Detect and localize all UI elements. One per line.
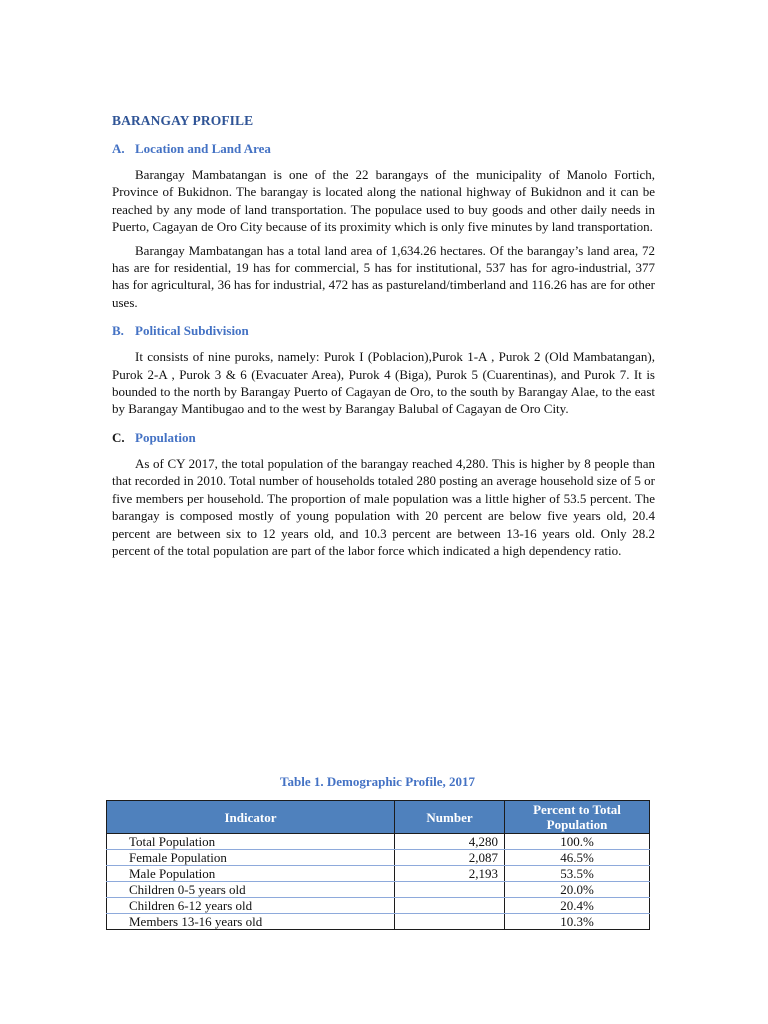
document-body bbox=[112, 112, 655, 559]
table-row bbox=[107, 834, 650, 850]
section-heading-population bbox=[112, 429, 655, 446]
section-heading-text: Population bbox=[135, 429, 196, 445]
cell-number bbox=[395, 882, 505, 898]
column-header-number: Number bbox=[395, 801, 505, 834]
section-heading-political-subdivision bbox=[112, 322, 655, 339]
section-heading-text: Political Subdivision bbox=[135, 323, 249, 339]
cell-indicator: Female Population bbox=[107, 850, 395, 866]
section-heading-text: Location and Land Area bbox=[135, 141, 271, 156]
cell-indicator: Members 13-16 years old bbox=[107, 914, 395, 930]
cell-number: 2,087 bbox=[395, 850, 505, 866]
paragraph-land-area: Barangay Mambatangan has a total land area of 1,634.26 hectares. Of the barangay’s land area, 72 has are for residential, 19 has for commercial, 5 has for institutional, 537 has for agro-industrial, 377 has for agricultural, 36 has for industrial, 472 has as pastureland/timberland and 116.26 has are for other uses. bbox=[112, 242, 655, 310]
section-letter: A. bbox=[112, 141, 125, 156]
table-row bbox=[107, 850, 650, 866]
cell-indicator: Children 6-12 years old bbox=[107, 898, 395, 914]
table-caption: Table 1. Demographic Profile, 2017 bbox=[280, 774, 475, 789]
section-letter: B. bbox=[112, 323, 124, 339]
column-header-percent: Percent to Total Population bbox=[505, 801, 650, 834]
cell-number: 2,193 bbox=[395, 866, 505, 882]
table-header-row bbox=[107, 801, 650, 834]
table-row bbox=[107, 914, 650, 930]
table-row bbox=[107, 866, 650, 882]
paragraph-location: Barangay Mambatangan is one of the 22 barangays of the municipality of Manolo Fortich, Province of Bukidnon. The barangay is located along the national highway of Bukidnon and it can be reached by any mode of land transportation. The populace used to buy goods and other daily needs in Puerto, Cagayan de Oro City because of its proximity which is only five minutes by land transportation. bbox=[112, 167, 655, 235]
paragraph-population: As of CY 2017, the total population of the barangay reached 4,280. This is higher by 8 people than that recorded in 2010. Total number of households totaled 280 posting an average household size of 5 or five members per household. The proportion of male population was a little higher of 53.5 percent. The barangay is composed mostly of young population with 20 percent are below five years old, 20.4 percent are between six to 12 years old, and 10.3 percent are between 13-16 years old. Only 28.2 percent of the total population are part of the labor force which indicated a high dependency ratio. bbox=[112, 455, 655, 558]
cell-indicator: Children 0-5 years old bbox=[107, 882, 395, 898]
cell-percent: 100.% bbox=[505, 834, 650, 850]
cell-indicator: Total Population bbox=[107, 834, 395, 850]
cell-percent: 20.0% bbox=[505, 882, 650, 898]
section-heading-location bbox=[112, 140, 655, 157]
cell-percent: 46.5% bbox=[505, 850, 650, 866]
paragraph-political-subdivision: It consists of nine puroks, namely: Purok I (Poblacion),Purok 1-A , Purok 2 (Old Mambatangan), Purok 2-A , Purok 3 & 6 (Evacuater Area), Purok 4 (Biga), Purok 5 (Cuarentinas), and Purok 7. It is bounded to the north by Barangay Puerto of Cagayan de Oro, to the south by Barangay Alae, to the east by Barangay Mantibugao and to the west by Barangay Balubal of Cagayan de Oro City. bbox=[112, 349, 655, 417]
table-row bbox=[107, 898, 650, 914]
column-header-indicator: Indicator bbox=[107, 801, 395, 834]
cell-number bbox=[395, 914, 505, 930]
demographic-table bbox=[106, 800, 650, 930]
table-row bbox=[107, 882, 650, 898]
cell-number: 4,280 bbox=[395, 834, 505, 850]
cell-percent: 10.3% bbox=[505, 914, 650, 930]
cell-indicator: Male Population bbox=[107, 866, 395, 882]
cell-percent: 53.5% bbox=[505, 866, 650, 882]
cell-number bbox=[395, 898, 505, 914]
section-letter: C. bbox=[112, 429, 125, 445]
cell-percent: 20.4% bbox=[505, 898, 650, 914]
page-title: BARANGAY PROFILE bbox=[112, 113, 254, 128]
